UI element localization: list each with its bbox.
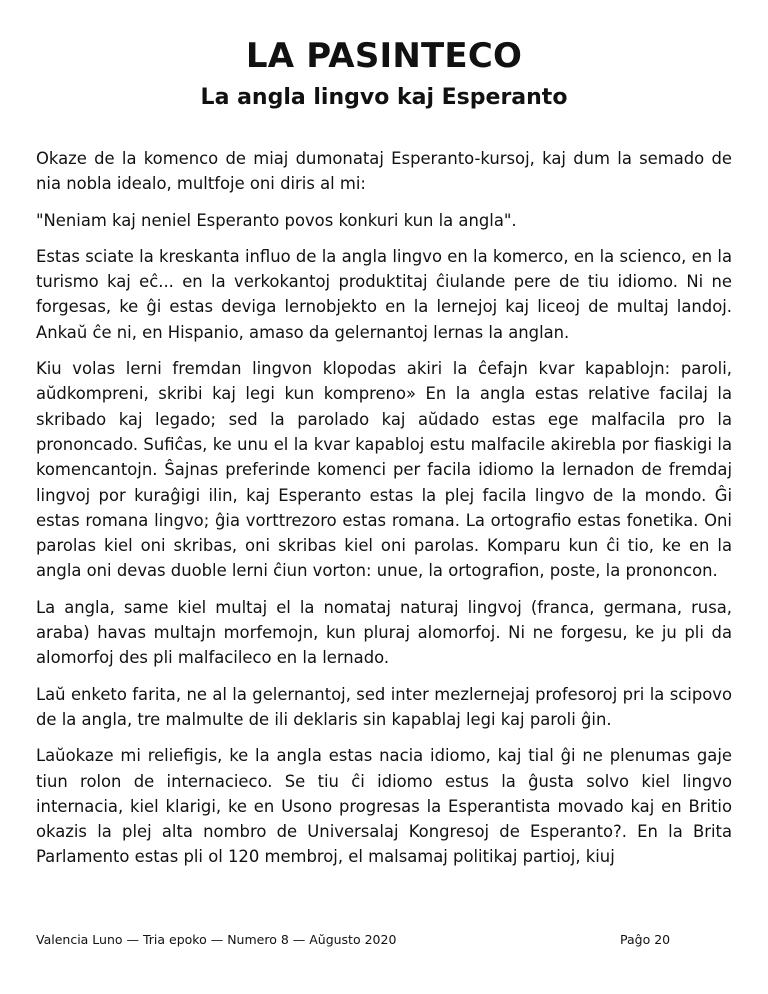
paragraph: Kiu volas lerni fremdan lingvon klopodas akiri la ĉefajn kvar kapablojn: paroli, aŭdkompreni, skribi kaj legi kun kompreno» En la angla estas relative facilaj la skribado kaj legado; sed la parolado kaj aŭdado estas ege malfacila pro la prononcado. Sufiĉas, ke unu el la kvar kapabloj estu malfacile akirebla por fiaskigi la komencantojn. Ŝajnas preferinde komenci per facila idiomo la lernadon de fremdaj lingvoj por kuraĝigi ilin, kaj Esperanto estas la plej facila lingvo de la mondo. Ĝi estas romana lingvo; ĝia vorttrezoro estas romana. La ortografio estas fonetika. Oni parolas kiel oni skribas, oni skribas kiel oni parolas. Komparu kun ĉi tio, ke en la angla oni devas duoble lerni ĉiun vorton: unue, la ortografion, poste, la prononcon. [36, 359, 732, 581]
paragraph: Okaze de la komenco de miaj dumonataj Esperanto-kursoj, kaj dum la semado de nia nobla idealo, multfoje oni diris al mi: [36, 149, 732, 194]
page-title: LA PASINTECO [245, 36, 523, 76]
paragraph: "Neniam kaj neniel Esperanto povos konkuri kun la angla". [36, 210, 517, 230]
footer-publication: Valencia Luno — Tria epoko — Numero 8 — Aŭgusto 2020 [36, 932, 397, 947]
paragraph: Estas sciate la kreskanta influo de la angla lingvo en la komerco, en la scienco, en la turismo kaj eĉ... en la verkokantoj produktitaj ĉiulande pere de tiu idiomo. Ni ne forgesas, ke ĝi estas deviga lernobjekto en la lernejoj kaj liceoj de multaj landoj. Ankaŭ ĉe ni, en Hispanio, amaso da gelernantoj lernas la anglan. [36, 246, 732, 342]
paragraph: Laŭokaze mi reliefigis, ke la angla estas nacia idiomo, kaj tial ĝi ne plenumas gaje tiun rolon de internacieco. Se tiu ĉi idiomo estus la ĝusta solvo kiel lingvo internacia, kiel klarigi, ke en Usono progresas la Esperantista movado kaj en Britio okazis la plej alta nombro de Universalaj Kongresoj de Esperanto?. En la Brita Parlamento estas pli ol 120 membroj, el malsamaj politikaj partioj, kiuj [36, 746, 732, 867]
paragraph: Laŭ enketo farita, ne al la gelernantoj, sed inter mezlernejaj profesoroj pri la scipovo de la angla, tre malmulte de ili deklaris sin kapablaj legi kaj paroli ĝin. [36, 684, 732, 729]
footer-page-number: Paĝo 20 [620, 932, 671, 947]
page-subtitle: La angla lingvo kaj Esperanto [200, 85, 568, 110]
article-body [36, 146, 732, 870]
paragraph: La angla, same kiel multaj el la nomataj naturaj lingvoj (franca, germana, rusa, araba) havas multajn morfemojn, kun pluraj alomorfoj. Ni ne forgesu, ke ju pli da alomorfoj des pli malfacileco en la lernado. [36, 597, 732, 668]
document-page [36, 36, 732, 881]
